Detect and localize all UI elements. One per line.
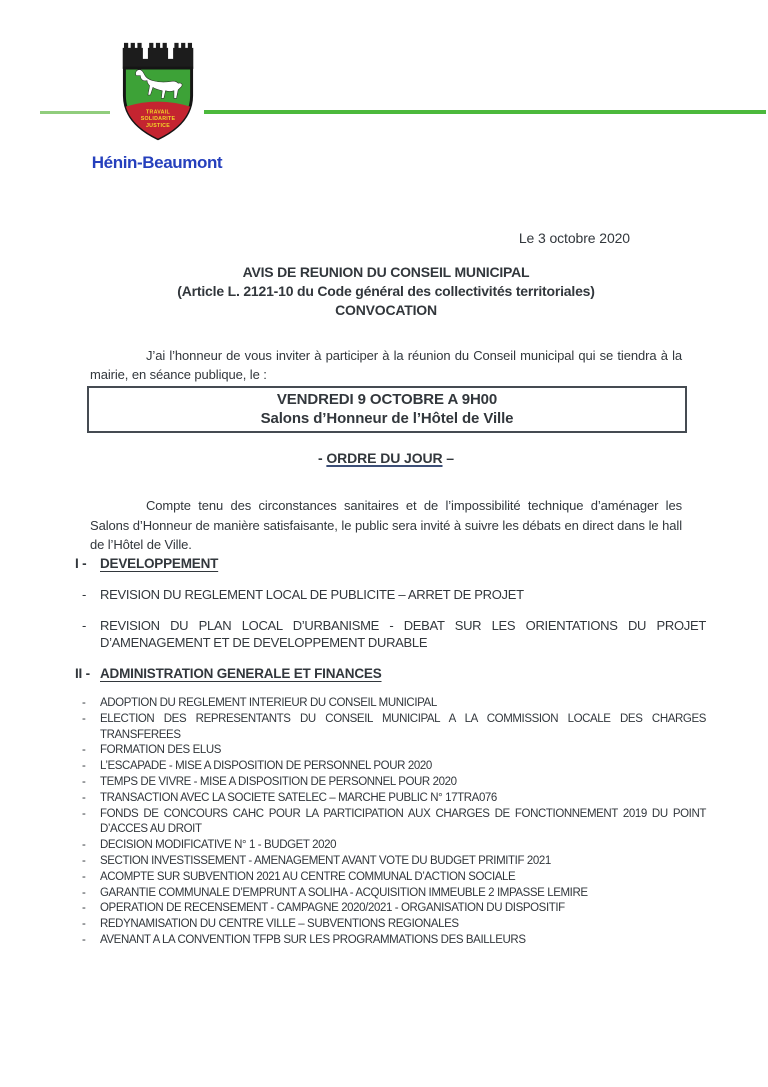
list-item: - GARANTIE COMMUNALE D’EMPRUNT A SOLIHA - ACQUISITION IMMEUBLE 2 IMPASSE LEMIRE: [75, 886, 706, 902]
motto-line-1: TRAVAIL: [146, 109, 170, 116]
list-item: - TRANSACTION AVEC LA SOCIETE SATELEC – MARCHE PUBLIC N° 17TRA076: [75, 791, 706, 807]
section-1-title: DEVELOPPEMENT: [100, 556, 219, 571]
title-line-3: CONVOCATION: [335, 302, 437, 318]
list-item: - L’ESCAPADE - MISE A DISPOSITION DE PERSONNEL POUR 2020: [75, 759, 706, 775]
section-1-items: [75, 586, 706, 651]
list-item: - SECTION INVESTISSEMENT - AMENAGEMENT AVANT VOTE DU BUDGET PRIMITIF 2021: [75, 854, 706, 870]
meeting-date-box: [87, 386, 687, 433]
meeting-date-line: VENDREDI 9 OCTOBRE A 9H00: [276, 391, 498, 408]
list-item: - ACOMPTE SUR SUBVENTION 2021 AU CENTRE COMMUNAL D’ACTION SOCIALE: [75, 870, 706, 886]
list-item: - AVENANT A LA CONVENTION TFPB SUR LES PROGRAMMATIONS DES BAILLEURS: [75, 933, 706, 949]
section-2-title: ADMINISTRATION GENERALE ET FINANCES: [100, 666, 382, 681]
list-item: - FONDS DE CONCOURS CAHC POUR LA PARTICIPATION AUX CHARGES DE FONCTIONNEMENT 2019 DU POINT D’ACCES AU DROIT: [75, 807, 706, 839]
agenda-heading-suffix: –: [442, 450, 454, 466]
intro-paragraph: J’ai l’honneur de vous inviter à participer à la réunion du Conseil municipal qui se tiendra à la mairie, en séance publique, le :: [90, 348, 682, 382]
motto-line-3: JUSTICE: [145, 122, 171, 129]
city-wordmark: Hénin-Beaumont: [91, 153, 223, 172]
agenda-heading-title: ORDRE DU JOUR: [326, 450, 443, 466]
section-1-numeral: I -: [75, 556, 87, 571]
title-line-2: (Article L. 2121-10 du Code général des collectivités territoriales): [177, 283, 595, 299]
list-item: - ELECTION DES REPRESENTANTS DU CONSEIL MUNICIPAL A LA COMMISSION LOCALE DES CHARGES TRANSFEREES: [75, 712, 706, 744]
section-2-numeral: II -: [75, 666, 90, 681]
document-title: [90, 263, 682, 320]
castle-towers-icon: [123, 43, 194, 69]
agenda-heading-prefix: -: [318, 450, 327, 466]
section-2-heading: [75, 666, 382, 681]
list-item: - REDYNAMISATION DU CENTRE VILLE – SUBVENTIONS REGIONALES: [75, 917, 706, 933]
green-rule-left: [40, 111, 110, 114]
motto-line-2: SOLIDARITE: [140, 116, 176, 123]
date-line: Le 3 octobre 2020: [518, 230, 630, 246]
agenda-heading: [90, 449, 682, 468]
sanitary-notice-paragraph: Compte tenu des circonstances sanitaires et de l’impossibilité technique d’aménager les Salons d’Honneur de manière satisfaisante, le public sera invité à suivre les débats en direct dans le hall de l’Hôtel de Ville.: [90, 498, 682, 552]
list-item: - ADOPTION DU REGLEMENT INTERIEUR DU CONSEIL MUNICIPAL: [75, 696, 706, 712]
list-item: - REVISION DU REGLEMENT LOCAL DE PUBLICITE – ARRET DE PROJET: [75, 586, 706, 603]
list-item: - DECISION MODIFICATIVE N° 1 - BUDGET 2020: [75, 838, 706, 854]
list-item: - TEMPS DE VIVRE - MISE A DISPOSITION DE PERSONNEL POUR 2020: [75, 775, 706, 791]
list-item: - OPERATION DE RECENSEMENT - CAMPAGNE 2020/2021 - ORGANISATION DU DISPOSITIF: [75, 901, 706, 917]
list-item: - REVISION DU PLAN LOCAL D’URBANISME - DEBAT SUR LES ORIENTATIONS DU PROJET D’AMENAGEMENT ET DE DEVELOPPEMENT DURABLE: [75, 617, 706, 651]
title-line-1: AVIS DE REUNION DU CONSEIL MUNICIPAL: [242, 264, 530, 280]
coat-of-arms-icon: [116, 36, 200, 164]
green-rule-right: [204, 110, 766, 114]
section-1-heading: [75, 556, 218, 571]
section-2-items: [75, 696, 706, 949]
list-item: - FORMATION DES ELUS: [75, 743, 706, 759]
meeting-place-line: Salons d’Honneur de l’Hôtel de Ville: [260, 410, 514, 427]
